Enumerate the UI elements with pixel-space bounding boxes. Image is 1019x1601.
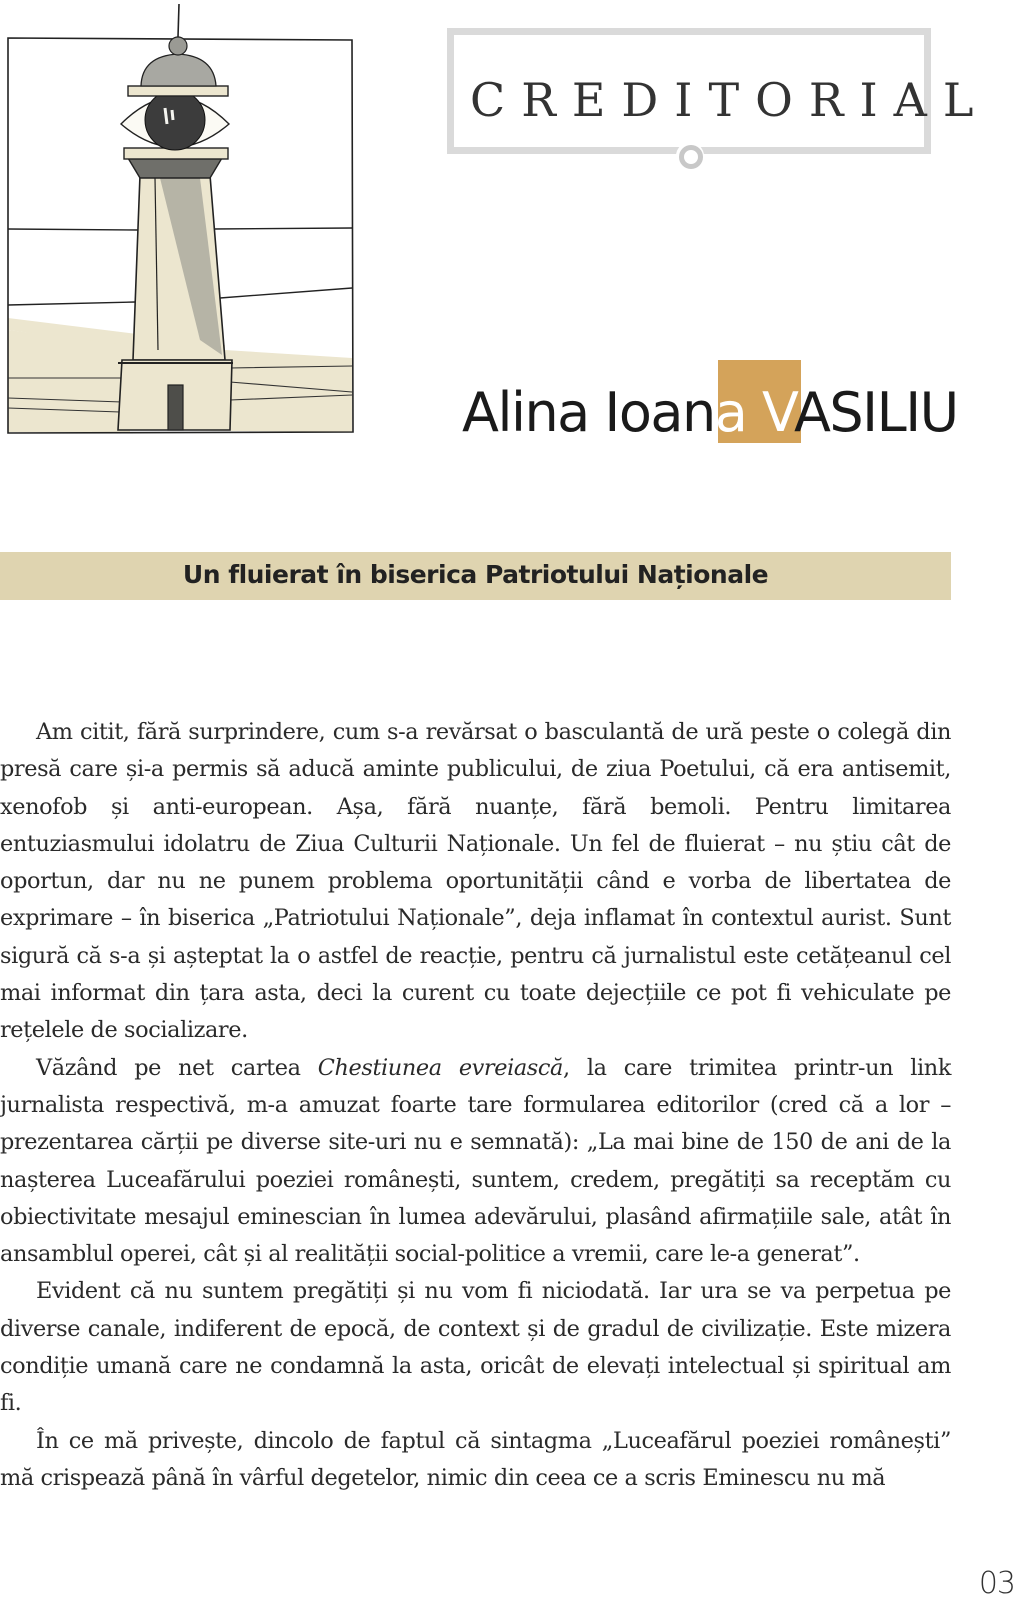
- page-number: 03: [978, 1566, 1015, 1601]
- tower-capital: [128, 158, 222, 178]
- paragraph-4: În ce mă privește, dincolo de faptul că sintagma „Luceafărul poeziei românești” mă crispează până în vârful degetelor, nimic din ceea ce a scris Eminescu nu mă: [0, 1427, 951, 1491]
- eye-upper-slab: [128, 86, 228, 96]
- author-name-highlight: a V: [714, 381, 794, 444]
- spire: [178, 4, 179, 37]
- author-name-last: ASILIU: [793, 381, 958, 444]
- door: [168, 385, 183, 430]
- paragraph-2-start: Văzând pe net cartea: [36, 1054, 318, 1081]
- dome-finial: [169, 37, 187, 55]
- article-body: [0, 714, 951, 1497]
- paragraph-2-rest: , la care trimitea printr-un link jurnalista respectivă, m-a amuzat foarte tare formularea editorilor (cred că a lor – prezentarea cărții pe diverse site-uri nu e semnată): „La mai bine de 150 de ani de la nașterea Luceafărului poeziei românești, suntem, credem, pregătiți sa receptăm cu obiectivitate mesajul eminescian în lumea adevărului, plasând afirmațiile sale, atât în ansamblul operei, cât și al realității social-politice a vremii, care le-a generat”.: [0, 1054, 951, 1268]
- lighthouse-illustration: [0, 0, 360, 445]
- book-title: Chestiunea evreiască: [317, 1054, 563, 1081]
- author-name-first: Alina Ioan: [462, 381, 715, 444]
- headline-band: [0, 552, 951, 600]
- paragraph-3: Evident că nu suntem pregătiți și nu vom fi niciodată. Iar ura se va perpetua pe diverse canale, indiferent de epocă, de context și de gradul de civilizație. Este mizera condiție umană care ne condamnă la asta, oricât de elevați intelectual și spiritual am fi.: [0, 1278, 951, 1417]
- paragraph-2: [0, 1050, 951, 1274]
- section-title: CREDITORIAL: [470, 73, 990, 127]
- eye-pupil-icon: [145, 90, 205, 150]
- ring-ornament-icon: [676, 142, 704, 170]
- article-headline: Un fluierat în biserica Patriotului Naționale: [182, 560, 769, 589]
- author-name: [462, 381, 958, 444]
- section-title-box: [447, 28, 990, 154]
- sand-area-left: [8, 330, 130, 432]
- paragraph-1: Am citit, fără surprindere, cum s-a revărsat o basculantă de ură peste o colegă din presă care și-a permis să aducă aminte publicului, de ziua Poetului, că era antisemit, xenofob și anti-european. Așa, fără nuanțe, fără bemoli. Pentru limitarea entuziasmului idolatru de Ziua Culturii Naționale. Un fel de fluierat – nu știu cât de oportun, dar nu ne punem problema oportunității când e vorba de libertatea de exprimare – în biserica „Patriotului Naționale”, deja inflamat în contextul aurist. Sunt sigură că s-a și așteptat la o astfel de reacție, pentru că jurnalistul este cetățeanul cel mai informat din țara asta, deci la curent cu toate dejecțiile ce pot fi vehiculate pe rețelele de socializare.: [0, 719, 951, 1044]
- dome: [141, 54, 216, 86]
